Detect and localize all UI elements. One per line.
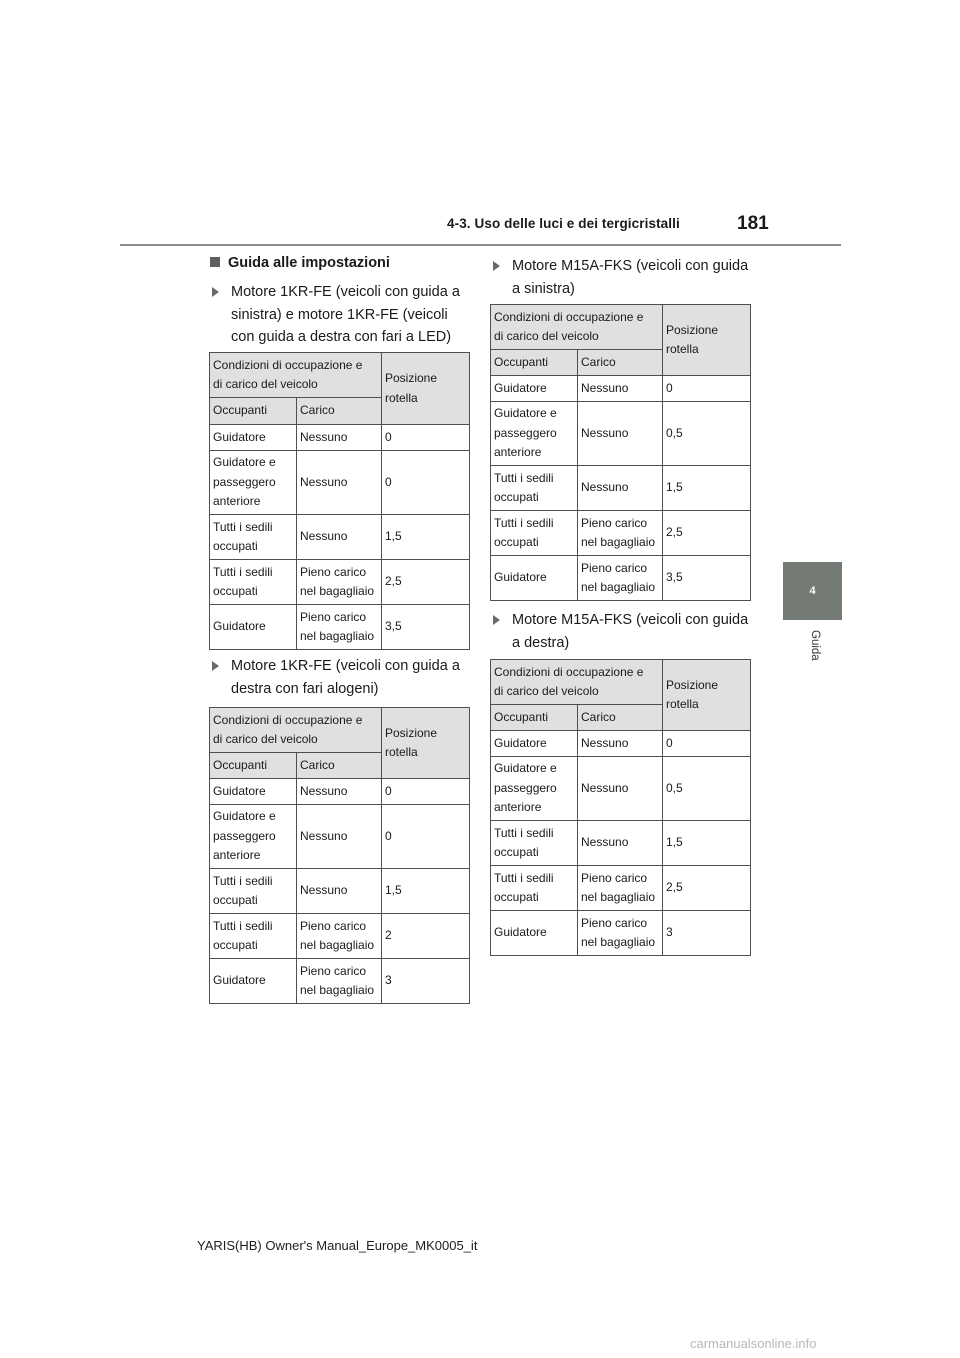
caption-line: Motore M15A-FKS (veicoli con guida <box>512 612 749 628</box>
table-row <box>491 731 751 757</box>
cell-occupants: Tutti i sedili occupati <box>210 914 297 959</box>
cell-position: 2 <box>382 914 470 959</box>
cell-occupants: Guidatore <box>491 376 578 402</box>
cell-load: Pieno carico nel bagagliaio <box>578 911 663 956</box>
section-heading <box>210 255 390 271</box>
cell-position: 1,5 <box>382 869 470 914</box>
triangle-bullet-icon <box>212 661 219 671</box>
cell-occupants: Guidatore e passeggero anteriore <box>491 757 578 821</box>
header-load: Carico <box>297 398 382 425</box>
cell-occupants: Guidatore <box>210 779 297 805</box>
table-row <box>210 515 470 560</box>
header-load: Carico <box>578 350 663 376</box>
cell-position: 1,5 <box>663 821 751 866</box>
header-load: Carico <box>297 753 382 779</box>
cell-load: Pieno carico nel bagagliaio <box>297 959 382 1004</box>
cell-occupants: Tutti i sedili occupati <box>210 560 297 605</box>
table-caption-1 <box>212 281 460 349</box>
cell-position: 2,5 <box>382 560 470 605</box>
table-row <box>491 866 751 911</box>
cell-occupants: Guidatore <box>210 425 297 451</box>
header-position: Posizione rotella <box>663 305 751 376</box>
cell-occupants: Tutti i sedili occupati <box>210 515 297 560</box>
cell-load: Pieno carico nel bagagliaio <box>578 511 663 556</box>
cell-position: 3 <box>382 959 470 1004</box>
cell-load: Nessuno <box>297 869 382 914</box>
table-caption-3 <box>493 255 748 300</box>
cell-position: 0 <box>663 376 751 402</box>
footer-text: YARIS(HB) Owner's Manual_Europe_MK0005_it <box>197 1238 478 1253</box>
cell-position: 3,5 <box>382 605 470 650</box>
cell-occupants: Guidatore <box>491 911 578 956</box>
table-row <box>491 511 751 556</box>
caption-line: destra con fari alogeni) <box>231 680 379 697</box>
cell-load: Nessuno <box>297 779 382 805</box>
cell-load: Nessuno <box>578 376 663 402</box>
table-caption-4 <box>493 609 748 654</box>
page-number: 181 <box>737 213 769 234</box>
cell-occupants: Tutti i sedili occupati <box>491 866 578 911</box>
spec-table-3 <box>490 304 751 601</box>
spec-table-1 <box>209 352 470 650</box>
header-occupants: Occupanti <box>210 753 297 779</box>
cell-position: 3 <box>663 911 751 956</box>
table-row <box>210 451 470 515</box>
cell-occupants: Guidatore e passeggero anteriore <box>210 451 297 515</box>
caption-line: a destra) <box>512 634 570 651</box>
cell-occupants: Tutti i sedili occupati <box>491 466 578 511</box>
table-row <box>210 560 470 605</box>
table-row <box>491 466 751 511</box>
cell-occupants: Guidatore e passeggero anteriore <box>210 805 297 869</box>
cell-position: 3,5 <box>663 556 751 601</box>
header-position: Posizione rotella <box>382 708 470 779</box>
table-row <box>210 914 470 959</box>
caption-line: Motore 1KR-FE (veicoli con guida a <box>231 284 460 300</box>
header-position: Posizione rotella <box>663 660 751 731</box>
cell-load: Nessuno <box>578 731 663 757</box>
table-row <box>210 605 470 650</box>
header-load: Carico <box>578 705 663 731</box>
cell-load: Pieno carico nel bagagliaio <box>297 560 382 605</box>
header-conditions: Condizioni di occupazione e di carico del veicolo <box>210 353 382 398</box>
cell-position: 0,5 <box>663 402 751 466</box>
cell-load: Nessuno <box>297 515 382 560</box>
cell-position: 1,5 <box>663 466 751 511</box>
cell-occupants: Tutti i sedili occupati <box>210 869 297 914</box>
header-occupants: Occupanti <box>491 350 578 376</box>
header-title: 4-3. Uso delle luci e dei tergicristalli <box>447 216 680 231</box>
cell-load: Pieno carico nel bagagliaio <box>578 866 663 911</box>
cell-position: 0 <box>382 451 470 515</box>
triangle-bullet-icon <box>493 261 500 271</box>
chapter-label: Guida <box>809 630 821 661</box>
cell-occupants: Guidatore <box>210 959 297 1004</box>
triangle-bullet-icon <box>212 287 219 297</box>
table-row <box>491 757 751 821</box>
table-row <box>491 402 751 466</box>
chapter-tab: 4 <box>783 562 842 620</box>
cell-position: 1,5 <box>382 515 470 560</box>
cell-load: Nessuno <box>578 402 663 466</box>
header-conditions: Condizioni di occupazione e di carico del veicolo <box>491 305 663 350</box>
caption-line: con guida a destra con fari a LED) <box>231 329 452 345</box>
cell-position: 0,5 <box>663 757 751 821</box>
section-heading-text: Guida alle impostazioni <box>228 255 390 271</box>
cell-load: Nessuno <box>578 466 663 511</box>
cell-position: 0 <box>663 731 751 757</box>
cell-position: 2,5 <box>663 511 751 556</box>
watermark: carmanualsonline.info <box>690 1336 817 1351</box>
square-bullet-icon <box>210 257 220 267</box>
cell-occupants: Guidatore <box>491 731 578 757</box>
caption-line: Motore 1KR-FE (veicoli con guida a <box>231 658 460 674</box>
cell-position: 0 <box>382 779 470 805</box>
cell-position: 0 <box>382 425 470 451</box>
header-conditions: Condizioni di occupazione e di carico del veicolo <box>210 708 382 753</box>
table-row <box>210 779 470 805</box>
spec-table-4 <box>490 659 751 956</box>
header-position: Posizione rotella <box>382 353 470 425</box>
cell-load: Nessuno <box>578 757 663 821</box>
cell-occupants: Guidatore <box>491 556 578 601</box>
table-row <box>210 425 470 451</box>
cell-occupants: Tutti i sedili occupati <box>491 821 578 866</box>
cell-load: Nessuno <box>297 451 382 515</box>
caption-line: sinistra) e motore 1KR-FE (veicoli <box>231 306 448 323</box>
header-occupants: Occupanti <box>491 705 578 731</box>
table-row <box>491 821 751 866</box>
table-row <box>491 911 751 956</box>
caption-line: a sinistra) <box>512 280 575 297</box>
table-row <box>210 869 470 914</box>
spec-table-2 <box>209 707 470 1004</box>
cell-occupants: Guidatore e passeggero anteriore <box>491 402 578 466</box>
table-caption-2 <box>212 655 460 700</box>
table-row <box>210 805 470 869</box>
cell-load: Nessuno <box>578 821 663 866</box>
cell-position: 2,5 <box>663 866 751 911</box>
triangle-bullet-icon <box>493 615 500 625</box>
cell-load: Nessuno <box>297 425 382 451</box>
cell-load: Pieno carico nel bagagliaio <box>297 914 382 959</box>
header-occupants: Occupanti <box>210 398 297 425</box>
cell-position: 0 <box>382 805 470 869</box>
cell-load: Nessuno <box>297 805 382 869</box>
header-conditions: Condizioni di occupazione e di carico del veicolo <box>491 660 663 705</box>
cell-load: Pieno carico nel bagagliaio <box>297 605 382 650</box>
cell-occupants: Tutti i sedili occupati <box>491 511 578 556</box>
caption-line: Motore M15A-FKS (veicoli con guida <box>512 258 749 274</box>
header-rule <box>120 244 841 246</box>
cell-load: Pieno carico nel bagagliaio <box>578 556 663 601</box>
table-row <box>491 376 751 402</box>
table-row <box>491 556 751 601</box>
cell-occupants: Guidatore <box>210 605 297 650</box>
table-row <box>210 959 470 1004</box>
